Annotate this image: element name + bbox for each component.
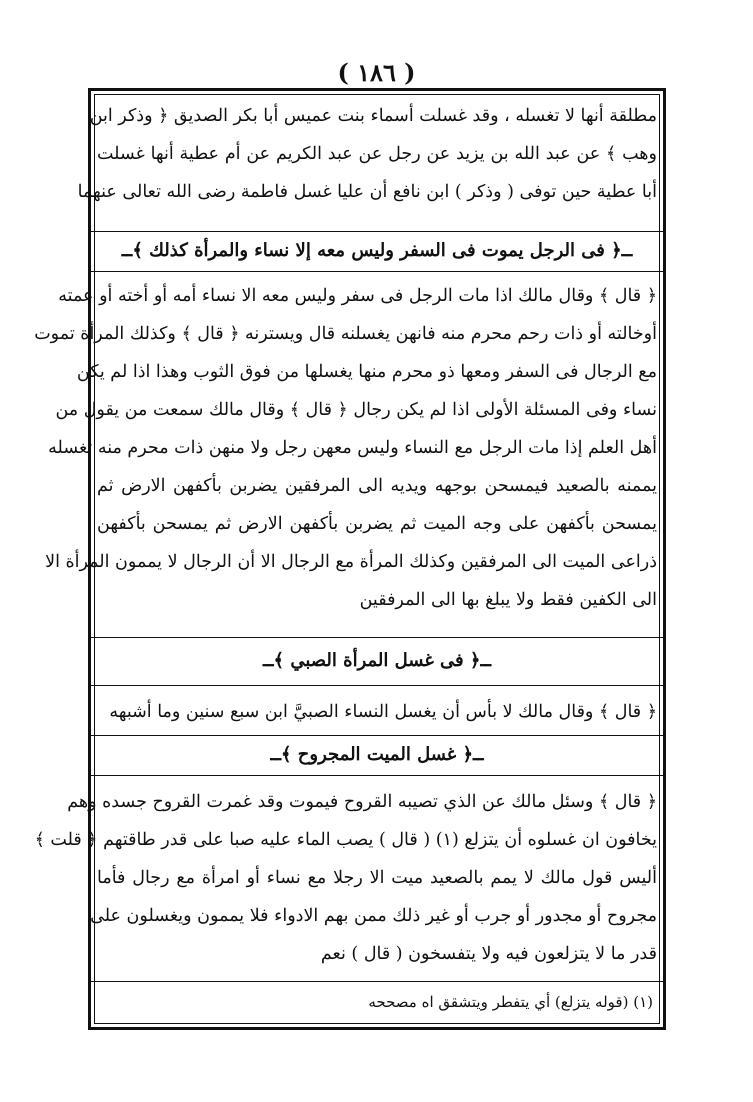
text-line: نساء وفى المسئلة الأولى اذا لم يكن رجال ﴿ قال ﴾ وقال مالك سمعت من يقول من [55, 400, 657, 420]
text-line: مع الرجال فى السفر ومعها ذو محرم منها يغسلها من فوق الثوب وهذا اذا لم يكن [76, 362, 657, 382]
section-divider [91, 735, 663, 736]
section-heading: ــ﴿ فى الرجل يموت فى السفر وليس معه إلا نساء والمرأة كذلك ﴾ــ [121, 240, 633, 261]
text-line: يخافون ان غسلوه أن يتزلع (١) ( قال ) يصب الماء عليه صبا على قدر طاقتهم ﴿ قلت ﴾ [34, 830, 657, 850]
text-line: يممنه بالصعيد فيمسحن بوجهه ويديه الى المرفقين يضربن بأكفهن الارض ثم [97, 476, 657, 496]
text-line: ﴿ قال ﴾ وسئل مالك عن الذي تصيبه القروح فيموت وقد غمرت القروح جسده وهم [67, 792, 657, 812]
section-divider [91, 231, 663, 232]
page-number: ( ١٨٦ ) [337, 58, 416, 87]
section-heading: ــ﴿ غسل الميت المجروح ﴾ــ [270, 744, 484, 765]
section-heading: ــ﴿ فى غسل المرأة الصبي ﴾ــ [262, 650, 491, 671]
text-line: قدر ما لا يتزلعون فيه ولا يتفسخون ( قال ) نعم [320, 944, 657, 964]
text-line: أبا عطية حين توفى ( وذكر ) ابن نافع أن عليا غسل فاطمة رضى الله تعالى عنهما [77, 182, 657, 202]
section-divider [91, 271, 663, 272]
text-line: أهل العلم إذا مات الرجل مع النساء وليس معهن رجل ولا منهن ذات محرم منه تغسله [48, 438, 657, 458]
section-divider [91, 637, 663, 638]
section-divider [91, 775, 663, 776]
text-line: ذراعى الميت الى المرفقين وكذلك المرأة مع الرجال الا أن الرجال لا يممون المرأة الا [45, 552, 657, 572]
text-line: مجروح أو مجدور أو جرب أو غير ذلك ممن بهم الادواء فلا يممون ويغسلون على [90, 906, 657, 926]
text-line: يمسحن بأكفهن على وجه الميت ثم يضربن بأكفهن الارض ثم يمسحن بأكفهن [97, 514, 657, 534]
text-line: مطلقة أنها لا تغسله ، وقد غسلت أسماء بنت عميس أبا بكر الصديق ﴿ وذكر ابن [89, 106, 657, 126]
section-divider [91, 685, 663, 686]
text-line: ﴿ قال ﴾ وقال مالك اذا مات الرجل فى سفر وليس معه الا نساء أمه أو أخته أو عمته [58, 286, 657, 306]
text-line: ﴿ قال ﴾ وقال مالك لا بأس أن يغسل النساء الصبيَّ ابن سبع سنين وما أشبهه [109, 702, 657, 722]
text-frame [34, 88, 666, 1030]
footnote-divider [91, 981, 663, 982]
text-line: الى الكفين فقط ولا يبلغ بها الى المرفقين [359, 590, 657, 610]
text-line: وهب ﴾ عن عبد الله بن يزيد عن رجل عن عبد الكريم عن أم عطية أنها غسلت [97, 144, 657, 164]
text-line: أوخالته أو ذات رحم محرم منه فانهن يغسلنه قال ويسترنه ﴿ قال ﴾ وكذلك المرأة تموت [34, 324, 657, 344]
footnote: (١) (قوله يتزلع) أي يتفطر ويتشقق اه مصححه [368, 993, 653, 1011]
text-line: أليس قول مالك لا يمم بالصعيد ميت الا رجلا مع نساء أو امرأة مع رجال فأما [97, 868, 657, 888]
